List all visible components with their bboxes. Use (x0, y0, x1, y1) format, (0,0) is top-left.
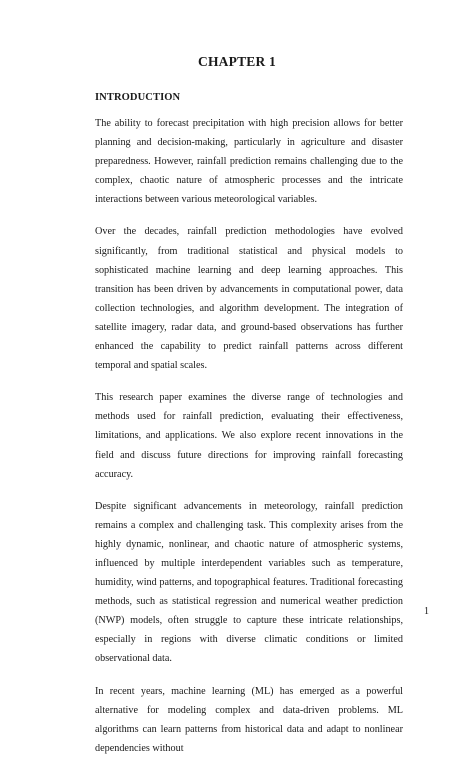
paragraph-4: Despite significant advancements in meteorology, rainfall prediction remains a complex and challenging task. This complexity arises from the highly dynamic, nonlinear, and chaotic nature of atmospheric systems, influenced by multiple interdependent variables such as temperature, humidity, wind patterns, and topographical features. Traditional forecasting methods, such as statistical regression and numerical weather prediction (NWP) models, often struggle to capture these intricate relationships, especially in regions with diverse climatic conditions or limited observational data. (95, 500, 403, 665)
chapter-title: CHAPTER 1 (198, 54, 276, 69)
paragraph-1: The ability to forecast precipitation with high precision allows for better planning and decision-making, particularly in agriculture and disaster preparedness. However, rainfall prediction remains challenging due to the complex, chaotic nature of atmospheric processes and the intricate interactions between various meteorological variables. (95, 118, 403, 206)
page-number: 1 (424, 606, 429, 617)
paragraph-3: This research paper examines the diverse range of technologies and methods used for rainfall prediction, evaluating their effectiveness, limitations, and applications. We also explore recent innovations in the field and discuss future directions for improving rainfall forecasting accuracy. (95, 392, 403, 480)
paragraph-5: In recent years, machine learning (ML) has emerged as a powerful alternative for modeling complex and data-driven problems. ML algorithms can learn patterns from historical data and adapt to nonlinear dependencies without (95, 685, 403, 754)
section-heading: INTRODUCTION (95, 92, 181, 103)
paragraph-2: Over the decades, rainfall prediction methodologies have evolved significantly, from traditional statistical and physical models to sophisticated machine learning and deep learning approaches. This transition has been driven by advancements in computational power, data collection technologies, and algorithm development. The integration of satellite imagery, radar data, and ground-based observations has further enhanced the capability to predict rainfall patterns across different temporal and spatial scales. (95, 226, 403, 372)
body-text (95, 114, 403, 771)
